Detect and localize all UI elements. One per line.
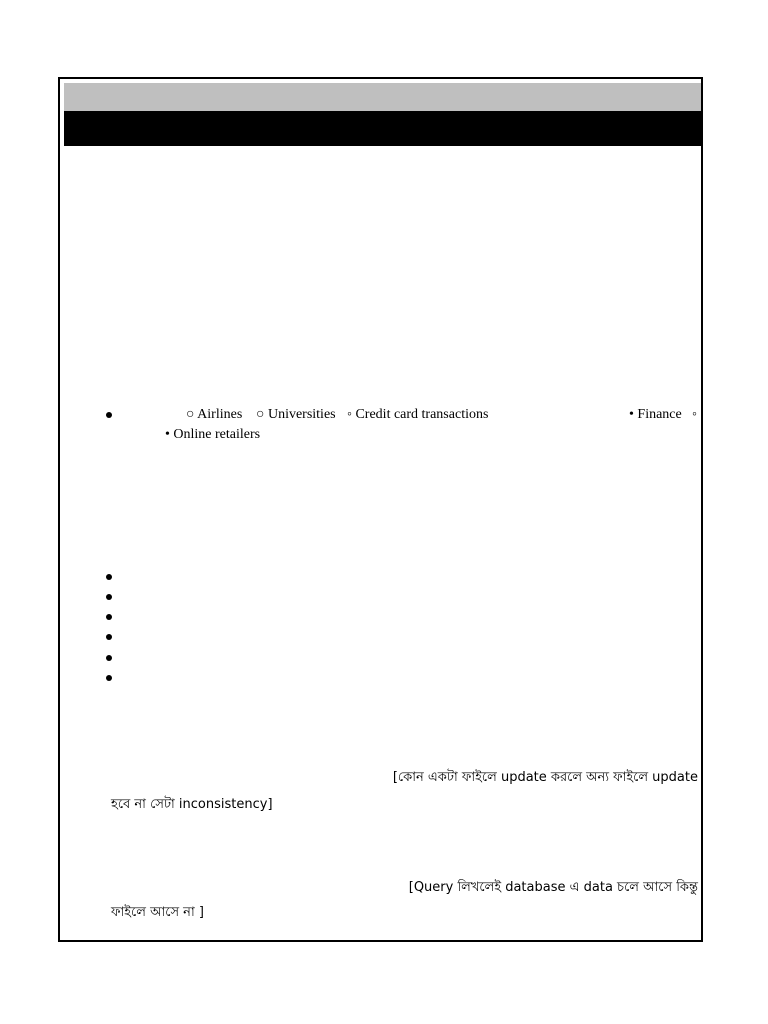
- note-query-line1: [Query লিখলেই database এ data চলে আসে কিন্তু: [408, 880, 698, 895]
- list-item-universities: ○ Universities: [256, 407, 336, 422]
- header-band-gray: [64, 83, 701, 111]
- bullet-empty-4: [106, 634, 112, 640]
- bullet-empty-3: [106, 614, 112, 620]
- list-item-airlines: ○ Airlines: [186, 407, 243, 422]
- list-item-credit-card: ◦ Credit card transactions: [347, 407, 489, 422]
- bullet-empty-6: [106, 675, 112, 681]
- bullet-empty-1: [106, 574, 112, 580]
- list-item-trailing-mark: ◦: [692, 407, 697, 422]
- bullet-empty-5: [106, 655, 112, 661]
- list-item-online-retailers: • Online retailers: [165, 427, 261, 442]
- note-query-line2: ফাইলে আসে না ]: [111, 905, 204, 920]
- bullet-uses: [106, 412, 112, 418]
- header-band-black: [64, 111, 701, 146]
- note-inconsistency-line2: হবে না সেটা inconsistency]: [111, 797, 273, 812]
- note-inconsistency-line1: [কোন একটা ফাইলে update করলে অন্য ফাইলে update: [392, 770, 698, 785]
- bullet-empty-2: [106, 594, 112, 600]
- list-item-finance: • Finance: [629, 407, 682, 422]
